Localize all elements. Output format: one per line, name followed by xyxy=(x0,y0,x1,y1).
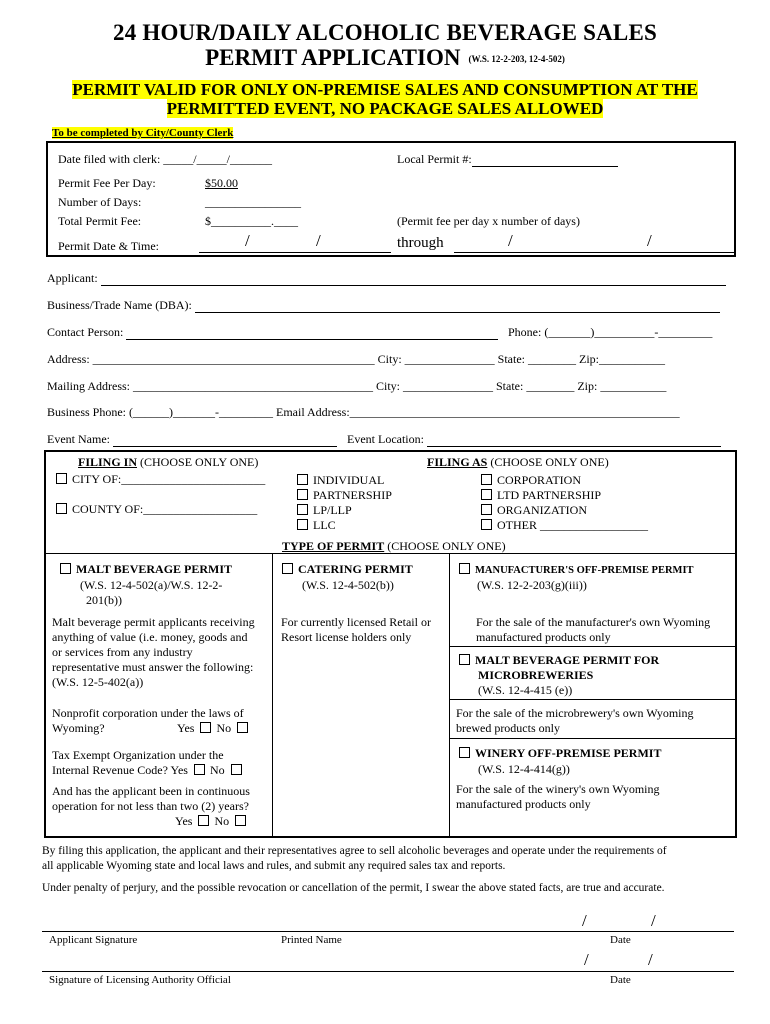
tax-exempt-yes-checkbox[interactable] xyxy=(194,764,205,775)
nonprofit-answer: Yes No xyxy=(177,721,253,736)
days-label: Number of Days: xyxy=(58,195,142,209)
business-name-field[interactable]: Business/Trade Name (DBA): xyxy=(47,298,720,313)
local-permit-field[interactable]: Local Permit #: xyxy=(397,152,618,167)
microbrewery-permit-option[interactable]: MALT BEVERAGE PERMIT FOR xyxy=(459,653,659,668)
winery-description: For the sale of the winery's own Wyoming xyxy=(456,782,660,796)
filing-as-other[interactable]: OTHER __________________ xyxy=(481,518,648,533)
business-phone-email-field[interactable]: Business Phone: (______)_______-_________ Email Address:_______________________________________________________ xyxy=(47,405,680,419)
microbrewery-description-line2: brewed products only xyxy=(456,721,560,735)
agreement-statement-line2: all applicable Wyoming state and local laws and rules, and submit any required sales tax and reports. xyxy=(42,860,506,872)
filing-as-organization[interactable]: ORGANIZATION xyxy=(481,503,648,518)
winery-permit-option[interactable]: WINERY OFF-PREMISE PERMIT xyxy=(459,746,661,761)
official-signature-line[interactable] xyxy=(42,971,734,972)
filing-as-lp-llp[interactable]: LP/LLP xyxy=(297,503,392,518)
divider xyxy=(449,553,450,838)
permit-restriction-banner-line2: PERMITTED EVENT, NO PACKAGE SALES ALLOWED xyxy=(166,99,604,118)
clerk-note: To be completed by City/County Clerk xyxy=(52,127,234,139)
date-label: Date xyxy=(610,934,631,946)
filing-as-corporation[interactable]: CORPORATION xyxy=(481,473,648,488)
malt-cite-2: 201(b)) xyxy=(86,593,122,607)
winery-cite: (W.S. 12-4-414(g)) xyxy=(478,762,570,776)
catering-permit-option[interactable]: CATERING PERMIT xyxy=(282,562,413,577)
continuous-no-checkbox[interactable] xyxy=(235,815,246,826)
continuous-operation-question-line2: operation for not less than two (2) years? xyxy=(52,799,249,813)
filing-as-ltd-partnership[interactable]: LTD PARTNERSHIP xyxy=(481,488,648,503)
permit-restriction-banner: PERMIT VALID FOR ONLY ON-PREMISE SALES AND CONSUMPTION AT THE xyxy=(72,80,698,99)
form-title-line2 xyxy=(0,45,770,71)
microbrewery-description: For the sale of the microbrewery's own Wyoming xyxy=(456,706,694,720)
filing-as-header: FILING AS (CHOOSE ONLY ONE) xyxy=(427,455,609,469)
contact-person-field[interactable]: Contact Person: xyxy=(47,325,498,340)
filing-as-individual[interactable]: INDIVIDUAL xyxy=(297,473,392,488)
type-of-permit-header: TYPE OF PERMIT (CHOOSE ONLY ONE) xyxy=(282,539,506,553)
filing-in-city-option[interactable]: CITY OF:________________________ xyxy=(56,472,265,487)
filing-as-col1 xyxy=(297,473,392,533)
permit-start-date-field[interactable]: / / xyxy=(199,235,391,253)
divider xyxy=(272,553,273,838)
through-label: through xyxy=(397,235,444,251)
checkbox-icon[interactable] xyxy=(56,473,67,484)
catering-description-line2: Resort license holders only xyxy=(281,630,412,644)
malt-description: Malt beverage permit applicants receiving anything of value (i.e. money, goods and or services from any industry representative must answer the following: (W.S. 12-5-402(a)) xyxy=(52,615,255,689)
nonprofit-question: Nonprofit corporation under the laws of xyxy=(52,706,244,720)
manufacturer-description-line2: manufactured products only xyxy=(476,630,611,644)
perjury-statement: Under penalty of perjury, and the possible revocation or cancellation of the permit, I swear the above stated facts, are true and accurate. xyxy=(42,882,665,894)
winery-description-line2: manufactured products only xyxy=(456,797,591,811)
clerk-section xyxy=(46,141,736,257)
applicant-field[interactable]: Applicant: xyxy=(47,271,726,286)
statute-citation: (W.S. 12-2-203, 12-4-502) xyxy=(468,54,565,64)
continuous-operation-question: And has the applicant been in continuous xyxy=(52,784,250,798)
divider xyxy=(449,699,735,700)
continuous-yes-checkbox[interactable] xyxy=(198,815,209,826)
manufacturer-description: For the sale of the manufacturer's own Wyoming xyxy=(476,615,711,629)
filing-as-llc[interactable]: LLC xyxy=(297,518,392,533)
nonprofit-yes-checkbox[interactable] xyxy=(200,722,211,733)
address-field[interactable]: Address: _______________________________________________ City: _______________ State: ________ Zip:___________ xyxy=(47,352,665,366)
applicant-signature-line[interactable] xyxy=(42,931,734,932)
printed-name-label: Printed Name xyxy=(281,934,342,946)
filing-as-partnership[interactable]: PARTNERSHIP xyxy=(297,488,392,503)
filing-in-county-option[interactable]: COUNTY OF:___________________ xyxy=(56,502,257,517)
tax-exempt-no-checkbox[interactable] xyxy=(231,764,242,775)
manufacturer-permit-option[interactable]: MANUFACTURER'S OFF-PREMISE PERMIT xyxy=(459,563,694,576)
microbrewery-cite: (W.S. 12-4-415 (e)) xyxy=(478,683,573,697)
official-date-label: Date xyxy=(610,974,631,986)
phone-field[interactable]: Phone: (_______)__________-_________ xyxy=(508,325,713,339)
divider xyxy=(46,553,735,554)
continuous-operation-answer: Yes No xyxy=(175,814,251,829)
catering-cite: (W.S. 12-4-502(b)) xyxy=(302,578,394,592)
permit-options-section xyxy=(44,450,737,838)
divider xyxy=(449,738,735,739)
agreement-statement: By filing this application, the applicant and their representatives agree to sell alcoholic beverages and operate under the requirements of xyxy=(42,845,667,857)
total-fee-field[interactable]: $__________.____ xyxy=(205,214,298,228)
event-name-field[interactable]: Event Name: xyxy=(47,432,337,447)
permit-date-time-label: Permit Date & Time: xyxy=(58,239,160,253)
date-filed-field[interactable]: Date filed with clerk: _____/_____/_______ xyxy=(58,152,272,166)
fee-per-day-value: $50.00 xyxy=(205,176,238,190)
applicant-signature-label: Applicant Signature xyxy=(49,934,138,946)
filing-as-col2 xyxy=(481,473,648,533)
days-field[interactable]: ________________ xyxy=(205,195,301,209)
tax-exempt-question: Tax Exempt Organization under the xyxy=(52,748,224,762)
nonprofit-question-line2: Wyoming? xyxy=(52,721,105,735)
manufacturer-cite: (W.S. 12-2-203(g)(iii)) xyxy=(477,578,587,592)
mailing-address-field[interactable]: Mailing Address: ________________________________________ City: _______________ State: ________ Zip: ___________ xyxy=(47,379,667,393)
official-signature-label: Signature of Licensing Authority Official xyxy=(49,974,231,986)
checkbox-icon[interactable] xyxy=(56,503,67,514)
malt-permit-option[interactable]: MALT BEVERAGE PERMIT xyxy=(60,562,232,577)
filing-in-header: FILING IN (CHOOSE ONLY ONE) xyxy=(78,455,259,469)
form-title: 24 HOUR/DAILY ALCOHOLIC BEVERAGE SALES xyxy=(113,20,657,45)
microbrewery-title-line2: MICROBREWERIES xyxy=(478,668,594,682)
malt-cite: (W.S. 12-4-502(a)/W.S. 12-2- xyxy=(80,578,223,592)
divider xyxy=(449,646,735,647)
tax-exempt-question-line2: Internal Revenue Code? Yes No xyxy=(52,763,247,778)
permit-end-date-field[interactable]: / / xyxy=(454,235,734,253)
event-location-field[interactable]: Event Location: xyxy=(347,432,721,447)
total-fee-label: Total Permit Fee: xyxy=(58,214,142,228)
nonprofit-no-checkbox[interactable] xyxy=(237,722,248,733)
form-subtitle: PERMIT APPLICATION xyxy=(205,45,461,70)
fee-per-day-label: Permit Fee Per Day: xyxy=(58,176,156,190)
catering-description: For currently licensed Retail or xyxy=(281,615,431,629)
total-fee-note: (Permit fee per day x number of days) xyxy=(397,214,580,228)
